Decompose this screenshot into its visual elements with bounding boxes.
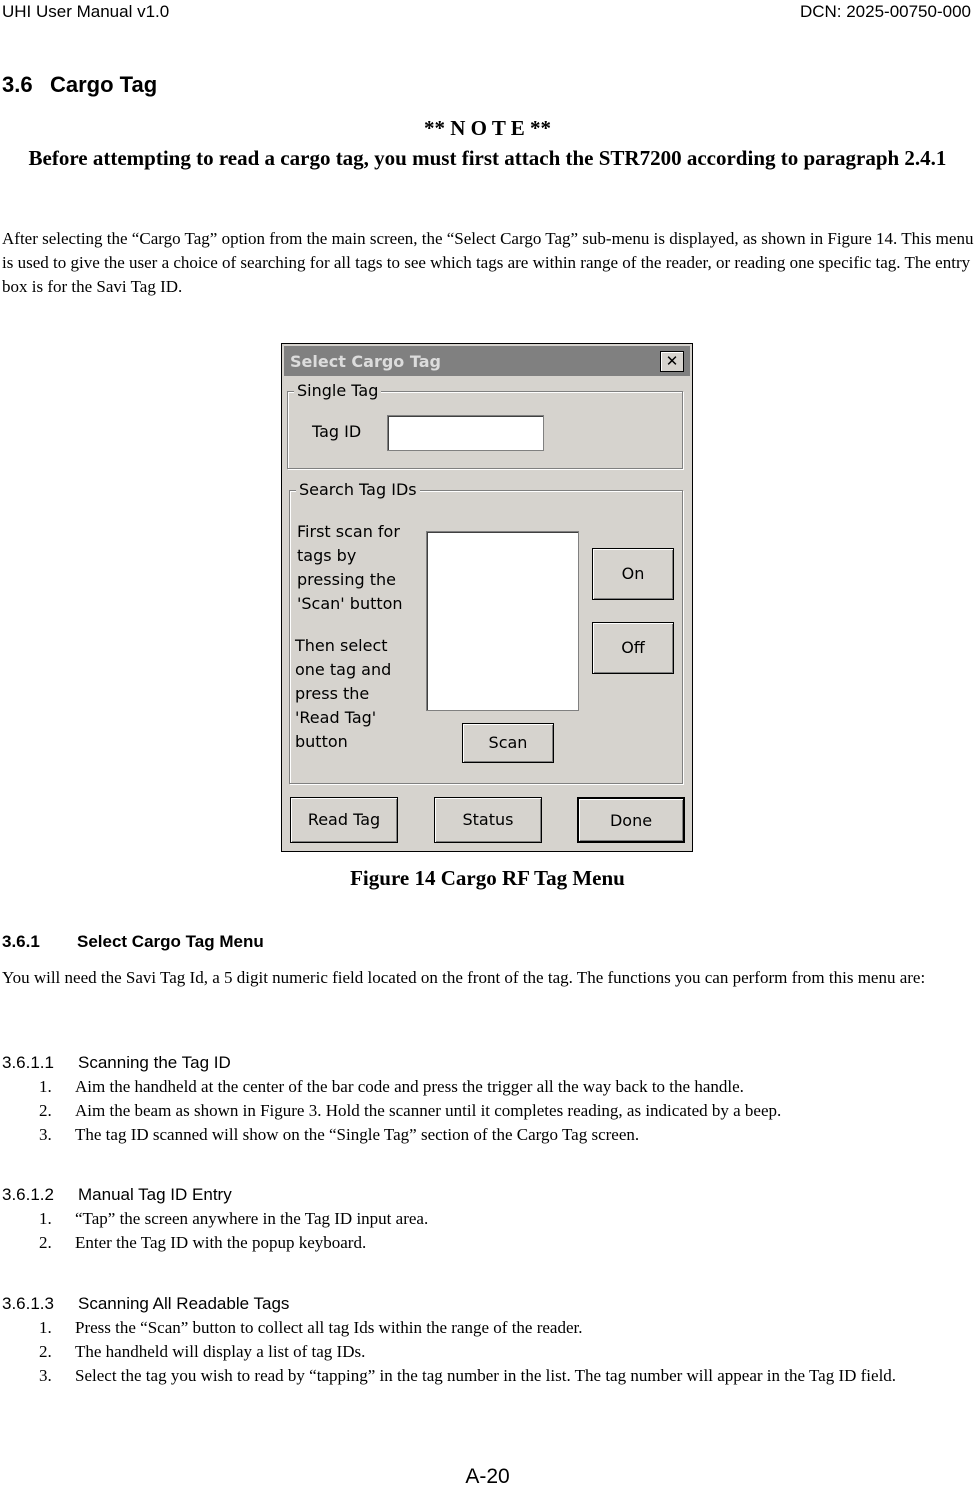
running-header-right: DCN: 2025-00750-000: [799, 2, 971, 21]
list-item: [39, 1099, 969, 1123]
step-text: Aim the handheld at the center of the bar code and press the trigger all the way back to the handle.: [75, 1077, 744, 1096]
procedure-heading: [2, 1294, 289, 1314]
step-text: “Tap” the screen anywhere in the Tag ID input area.: [75, 1209, 429, 1228]
step-text: Press the “Scan” button to collect all tag Ids within the range of the reader.: [75, 1318, 583, 1337]
list-item: [39, 1207, 969, 1231]
close-icon[interactable]: ✕: [660, 351, 684, 372]
scan-instruction: First scan for tags by pressing the 'Scan' button: [297, 522, 403, 613]
section-title: Cargo Tag: [50, 72, 158, 97]
list-item: [39, 1340, 969, 1364]
figure-caption: Figure 14 Cargo RF Tag Menu: [350, 866, 625, 890]
search-tag-ids-group-label: Search Tag IDs: [296, 480, 420, 499]
single-tag-group-label: Single Tag: [294, 381, 381, 400]
procedure-heading: [2, 1185, 232, 1205]
step-text: The tag ID scanned will show on the “Single Tag” section of the Cargo Tag screen.: [75, 1125, 640, 1144]
step-number: 3.: [39, 1125, 52, 1144]
subsection-heading: [2, 932, 264, 952]
tag-id-input[interactable]: [387, 415, 544, 451]
section-heading: [2, 72, 157, 98]
page-number: A-20: [465, 1465, 510, 1488]
status-button[interactable]: Status: [434, 797, 542, 843]
note-body: Before attempting to read a cargo tag, you must first attach the STR7200 according to paragraph 2.4.1: [28, 146, 947, 170]
procedure-title: Scanning All Readable Tags: [78, 1294, 290, 1313]
list-item: [39, 1364, 969, 1388]
select-instruction: Then select one tag and press the 'Read Tag' button: [295, 636, 392, 751]
procedure-number: 3.6.1.3: [2, 1294, 54, 1313]
done-button[interactable]: Done: [577, 797, 685, 843]
step-number: 2.: [39, 1342, 52, 1361]
step-number: 1.: [39, 1318, 52, 1337]
scan-button[interactable]: Scan: [462, 723, 554, 763]
list-item: [39, 1075, 969, 1099]
step-number: 1.: [39, 1077, 52, 1096]
tag-id-label: Tag ID: [312, 422, 362, 441]
off-button[interactable]: Off: [592, 622, 674, 674]
subsection-number: 3.6.1: [2, 932, 40, 951]
list-item: [39, 1231, 969, 1255]
tag-id-list[interactable]: [426, 531, 579, 711]
list-item: [39, 1316, 969, 1340]
step-number: 2.: [39, 1101, 52, 1120]
procedure-title: Manual Tag ID Entry: [78, 1185, 232, 1204]
procedure-steps: [39, 1316, 969, 1388]
intro-paragraph: After selecting the “Cargo Tag” option from the main screen, the “Select Cargo Tag” sub-menu is displayed, as shown in Figure 14. This menu is used to give the user a choice of searching for all tags to see which tags are within range of the reader, or reading one specific tag. The entry box is for the Savi Tag ID.: [2, 229, 974, 296]
step-number: 3.: [39, 1366, 52, 1385]
procedure-title: Scanning the Tag ID: [78, 1053, 231, 1072]
read-tag-button[interactable]: Read Tag: [290, 797, 398, 843]
procedure-steps: [39, 1075, 969, 1147]
step-text: The handheld will display a list of tag IDs.: [75, 1342, 366, 1361]
section-number: 3.6: [2, 72, 33, 97]
select-cargo-tag-dialog: [281, 343, 693, 852]
procedure-steps: [39, 1207, 969, 1255]
procedure-number: 3.6.1.1: [2, 1053, 54, 1072]
step-number: 1.: [39, 1209, 52, 1228]
subsection-title: Select Cargo Tag Menu: [77, 932, 264, 951]
running-header-left: UHI User Manual v1.0: [2, 2, 170, 21]
on-button[interactable]: On: [592, 548, 674, 600]
dialog-title: Select Cargo Tag: [290, 352, 441, 371]
procedure-number: 3.6.1.2: [2, 1185, 54, 1204]
list-item: [39, 1123, 969, 1147]
dialog-titlebar: [284, 346, 690, 376]
note-title: ** N O T E **: [423, 116, 551, 140]
subsection-paragraph: You will need the Savi Tag Id, a 5 digit numeric field located on the front of the tag. The functions you can perform from this menu are:: [2, 968, 926, 987]
step-text: Select the tag you wish to read by “tapping” in the tag number in the list. The tag number will appear in the Tag ID field.: [75, 1366, 897, 1385]
procedure-heading: [2, 1053, 231, 1073]
step-text: Enter the Tag ID with the popup keyboard.: [75, 1233, 367, 1252]
step-text: Aim the beam as shown in Figure 3. Hold the scanner until it completes reading, as indicated by a beep.: [75, 1101, 782, 1120]
step-number: 2.: [39, 1233, 52, 1252]
